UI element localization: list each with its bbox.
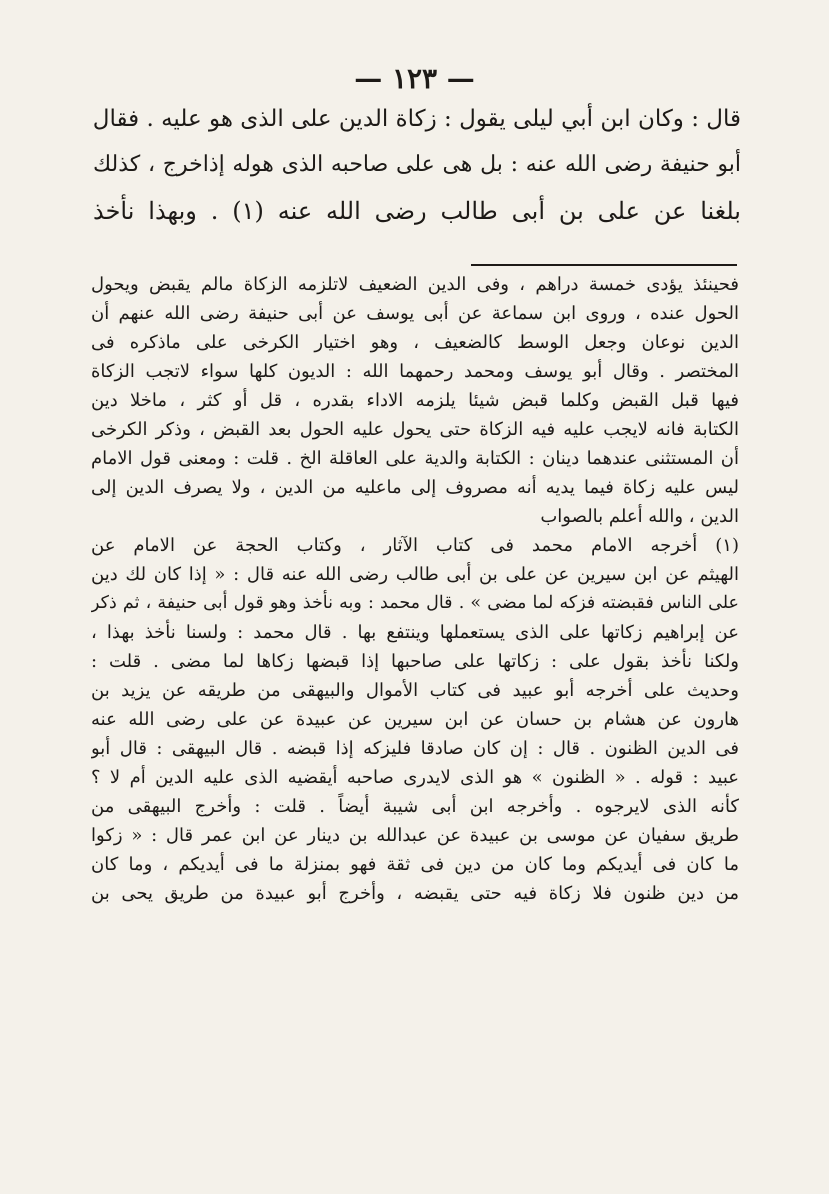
main-text-block <box>93 96 741 234</box>
footnote-line: كأنه الذى لايرجوه . وأخرجه ابن أبى شيبة أيضاً . قلت : وأخرج البيهقى من <box>91 796 739 817</box>
footnote-line: على الناس فقبضته فزكه لما مضى » . قال محمد : وبه نأخذ وهو قول أبى حنيفة ، ثم ذكر <box>91 593 739 613</box>
footnote-line: فحينئذ يؤدى خمسة دراهم ، وفى الدين الضعيف لاتلزمه الزكاة مالم يقبض ويحول <box>91 274 739 295</box>
footnote-line: الدين ، والله أعلم بالصواب <box>540 506 739 527</box>
main-text-line: أبو حنيفة رضى الله عنه : بل هى على صاحبه الذى هوله إذاخرج ، كذلك <box>93 152 741 177</box>
footnote-line: ليس عليه زكاة فيما يديه أنه مصروف إلى ماعليه من الدين ، ولا يصرف الدين إلى <box>91 477 739 498</box>
footnote-line: المختصر . وقال أبو يوسف ومحمد رحمهما الله : الديون كلها سواء لاتجب الزكاة <box>91 361 739 382</box>
main-text-line: بلغنا عن على بن أبى طالب رضى الله عنه (١) . وبهذا نأخذ <box>93 197 741 225</box>
footnote-line: عبيد : قوله . « الظنون » هو الذى لايدرى صاحبه أيقضيه الذى عليه الدين أم لا ؟ <box>91 767 739 788</box>
footnote-line: أن المستثنى عندهما دينان : الكتابة والدية على العاقلة الخ . قلت : ومعنى قول الامام <box>91 448 739 469</box>
footnote-line: طريق سفيان عن موسى بن عبيدة عن عبدالله بن دينار عن ابن عمر قال : « زكوا <box>91 825 739 846</box>
footnote-line: الكتابة فانه لايجب عليه فيه الزكاة حتى يحول عليه الحول بعد القبض ، وذكر الكرخى <box>91 419 739 440</box>
footnote-line: وحديث على أخرجه أبو عبيد فى كتاب الأموال والبيهقى من طريقه عن يزيد بن <box>91 680 739 701</box>
footnote-line: الهيثم عن ابن سيرين عن على بن أبى طالب رضى الله عنه قال : « إذا كان لك دين <box>91 564 739 585</box>
footnote-line: الدين نوعان وجعل الوسط كالضعيف ، وهو اختيار الكرخى على ماذكره فى <box>91 332 739 353</box>
footnote-line: من دين ظنون فلا زكاة فيه حتى يقبضه ، وأخرج أبو عبيدة من طريق يحى بن <box>91 883 739 904</box>
footnote-line: هارون عن هشام بن حسان عن ابن سيرين عن عبيدة عن على رضى الله عنه <box>91 709 739 730</box>
page-number: — ١٢٣ — <box>354 62 475 95</box>
footnotes-block <box>91 270 739 908</box>
footnote-line: ما كان فى أيديكم وما كان من دين فى ثقة فهو بمنزلة ما فى أيديكم ، وما كان <box>91 854 739 875</box>
footnote-divider <box>471 264 737 266</box>
footnote-line: فى الدين الظنون . قال : إن كان صادقا فليزكه إذا قبضه . قال البيهقى : قال أبو <box>91 738 739 759</box>
footnote-line: (١) أخرجه الامام محمد فى كتاب الآثار ، وكتاب الحجة عن الامام عن <box>91 535 739 556</box>
main-text-line: قال : وكان ابن أبي ليلى يقول : زكاة الدين على الذى هو عليه . فقال <box>92 106 741 132</box>
footnote-line: فيها قبل القبض وكلما قبض شيئا يلزمه الاداء بقدره ، قل أو كثر ، ماخلا دين <box>91 390 739 411</box>
footnote-line: عن إبراهيم زكاتها على الذى يستعملها وينتفع بها . قال محمد : ولسنا نأخذ بهذا ، <box>91 622 739 643</box>
footnote-line: ولكنا نأخذ بقول على : زكاتها على صاحبها إذا قبضها زكاها لما مضى . قلت : <box>91 651 739 672</box>
footnote-line: الحول عنده ، وروى ابن سماعة عن أبى يوسف عن أبى حنيفة رضى الله عنهم أن <box>91 303 739 324</box>
